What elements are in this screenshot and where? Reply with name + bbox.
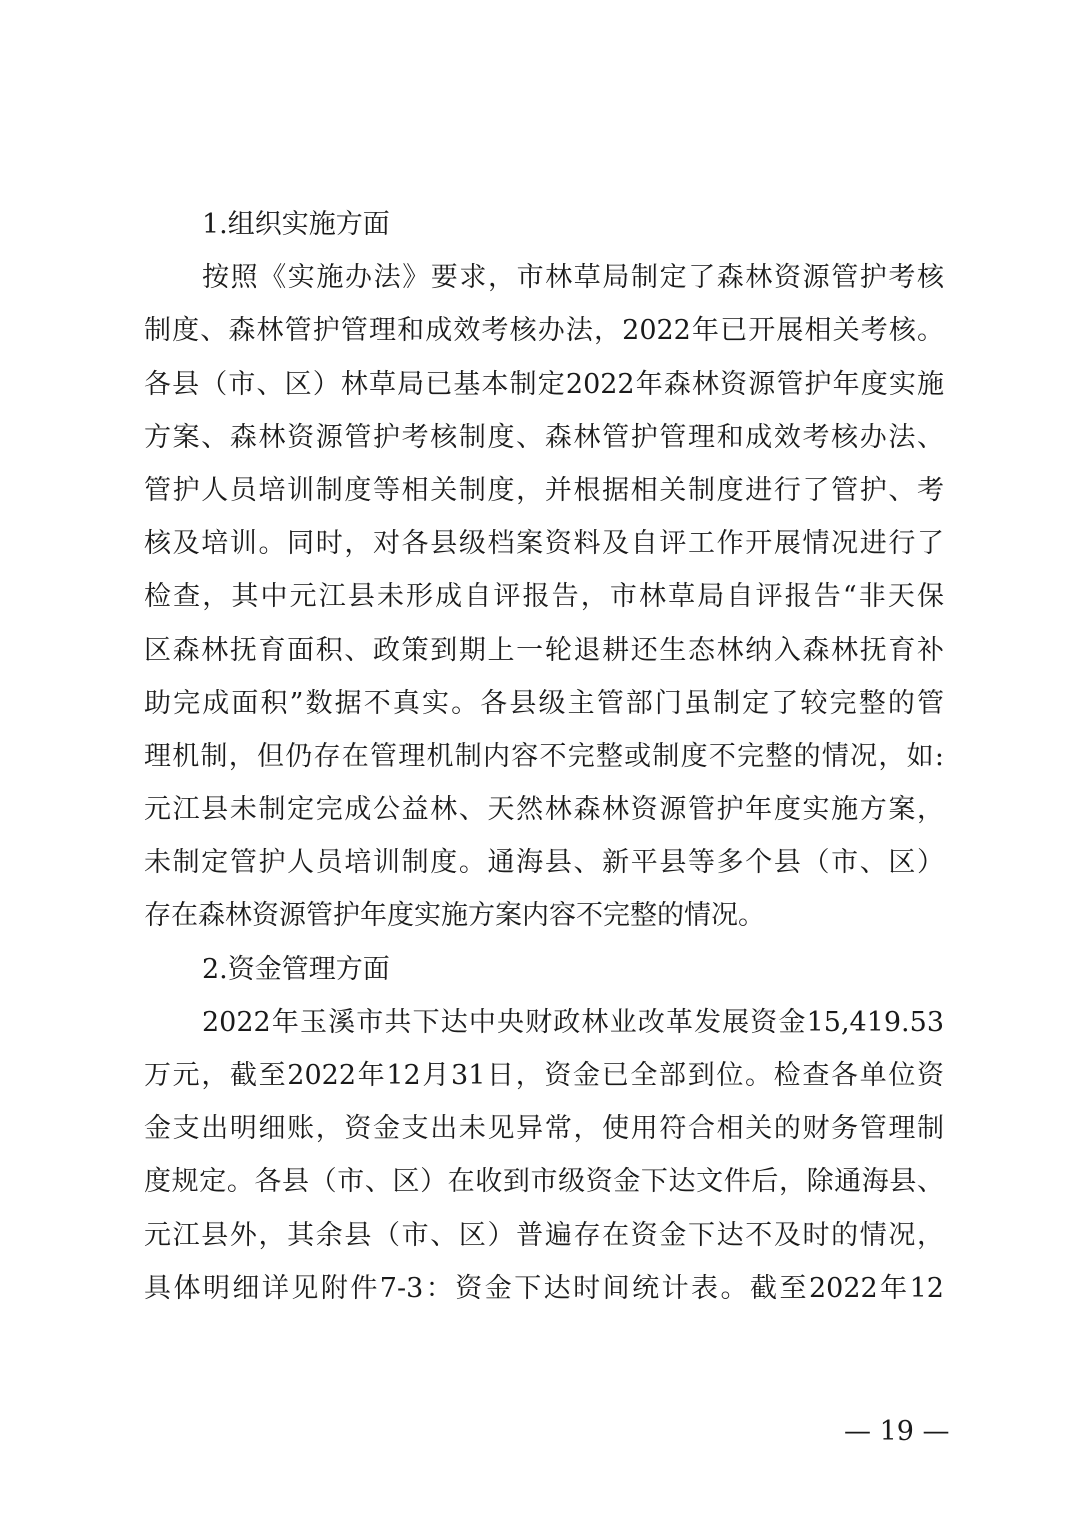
paragraph-line: 各县（市、区）林草局已基本制定2022年森林资源管护年度实施 [144, 368, 944, 400]
paragraph-line: 助完成面积”数据不真实。各县级主管部门虽制定了较完整的管 [144, 687, 944, 719]
body-text [144, 198, 944, 1315]
paragraph-line: 理机制，但仍存在管理机制内容不完整或制度不完整的情况，如: [144, 740, 944, 772]
page-number: — 19 — [844, 1416, 950, 1447]
paragraph-line: 检查，其中元江县未形成自评报告，市林草局自评报告“非天保 [144, 581, 944, 613]
paragraph-line: 按照《实施办法》要求，市林草局制定了森林资源管护考核 [202, 262, 944, 294]
paragraph-line: 元江县未制定完成公益林、天然林森林资源管护年度实施方案， [144, 794, 944, 826]
paragraph-line: 金支出明细账，资金支出未见异常，使用符合相关的财务管理制 [144, 1113, 944, 1145]
paragraph-line: 未制定管护人员培训制度。通海县、新平县等多个县（市、区） [144, 847, 944, 879]
paragraph-line: 元江县外，其余县（市、区）普遍存在资金下达不及时的情况， [144, 1219, 944, 1251]
paragraph-line: 区森林抚育面积、政策到期上一轮退耕还生态林纳入森林抚育补 [144, 634, 944, 666]
paragraph-line: 存在森林资源管护年度实施方案内容不完整的情况。 [144, 900, 765, 932]
section-heading: 1.组织实施方面 [202, 209, 390, 240]
section-heading: 2.资金管理方面 [202, 953, 390, 985]
paragraph-line: 核及培训。同时，对各县级档案资料及自评工作开展情况进行了 [144, 528, 944, 560]
paragraph-line: 万元，截至2022年12月31日，资金已全部到位。检查各单位资 [144, 1060, 944, 1091]
paragraph-line: 2022年玉溪市共下达中央财政林业改革发展资金15,419.53 [202, 1006, 944, 1038]
paragraph-line: 管护人员培训制度等相关制度，并根据相关制度进行了管护、考 [144, 474, 944, 506]
paragraph-line: 方案、森林资源管护考核制度、森林管护管理和成效考核办法、 [144, 421, 944, 453]
paragraph-line: 制度、森林管护管理和成效考核办法，2022年已开展相关考核。 [144, 315, 944, 347]
paragraph-line: 度规定。各县（市、区）在收到市级资金下达文件后，除通海县、 [144, 1166, 944, 1198]
paragraph-line: 具体明细详见附件7-3：资金下达时间统计表。截至2022年12 [144, 1272, 944, 1304]
